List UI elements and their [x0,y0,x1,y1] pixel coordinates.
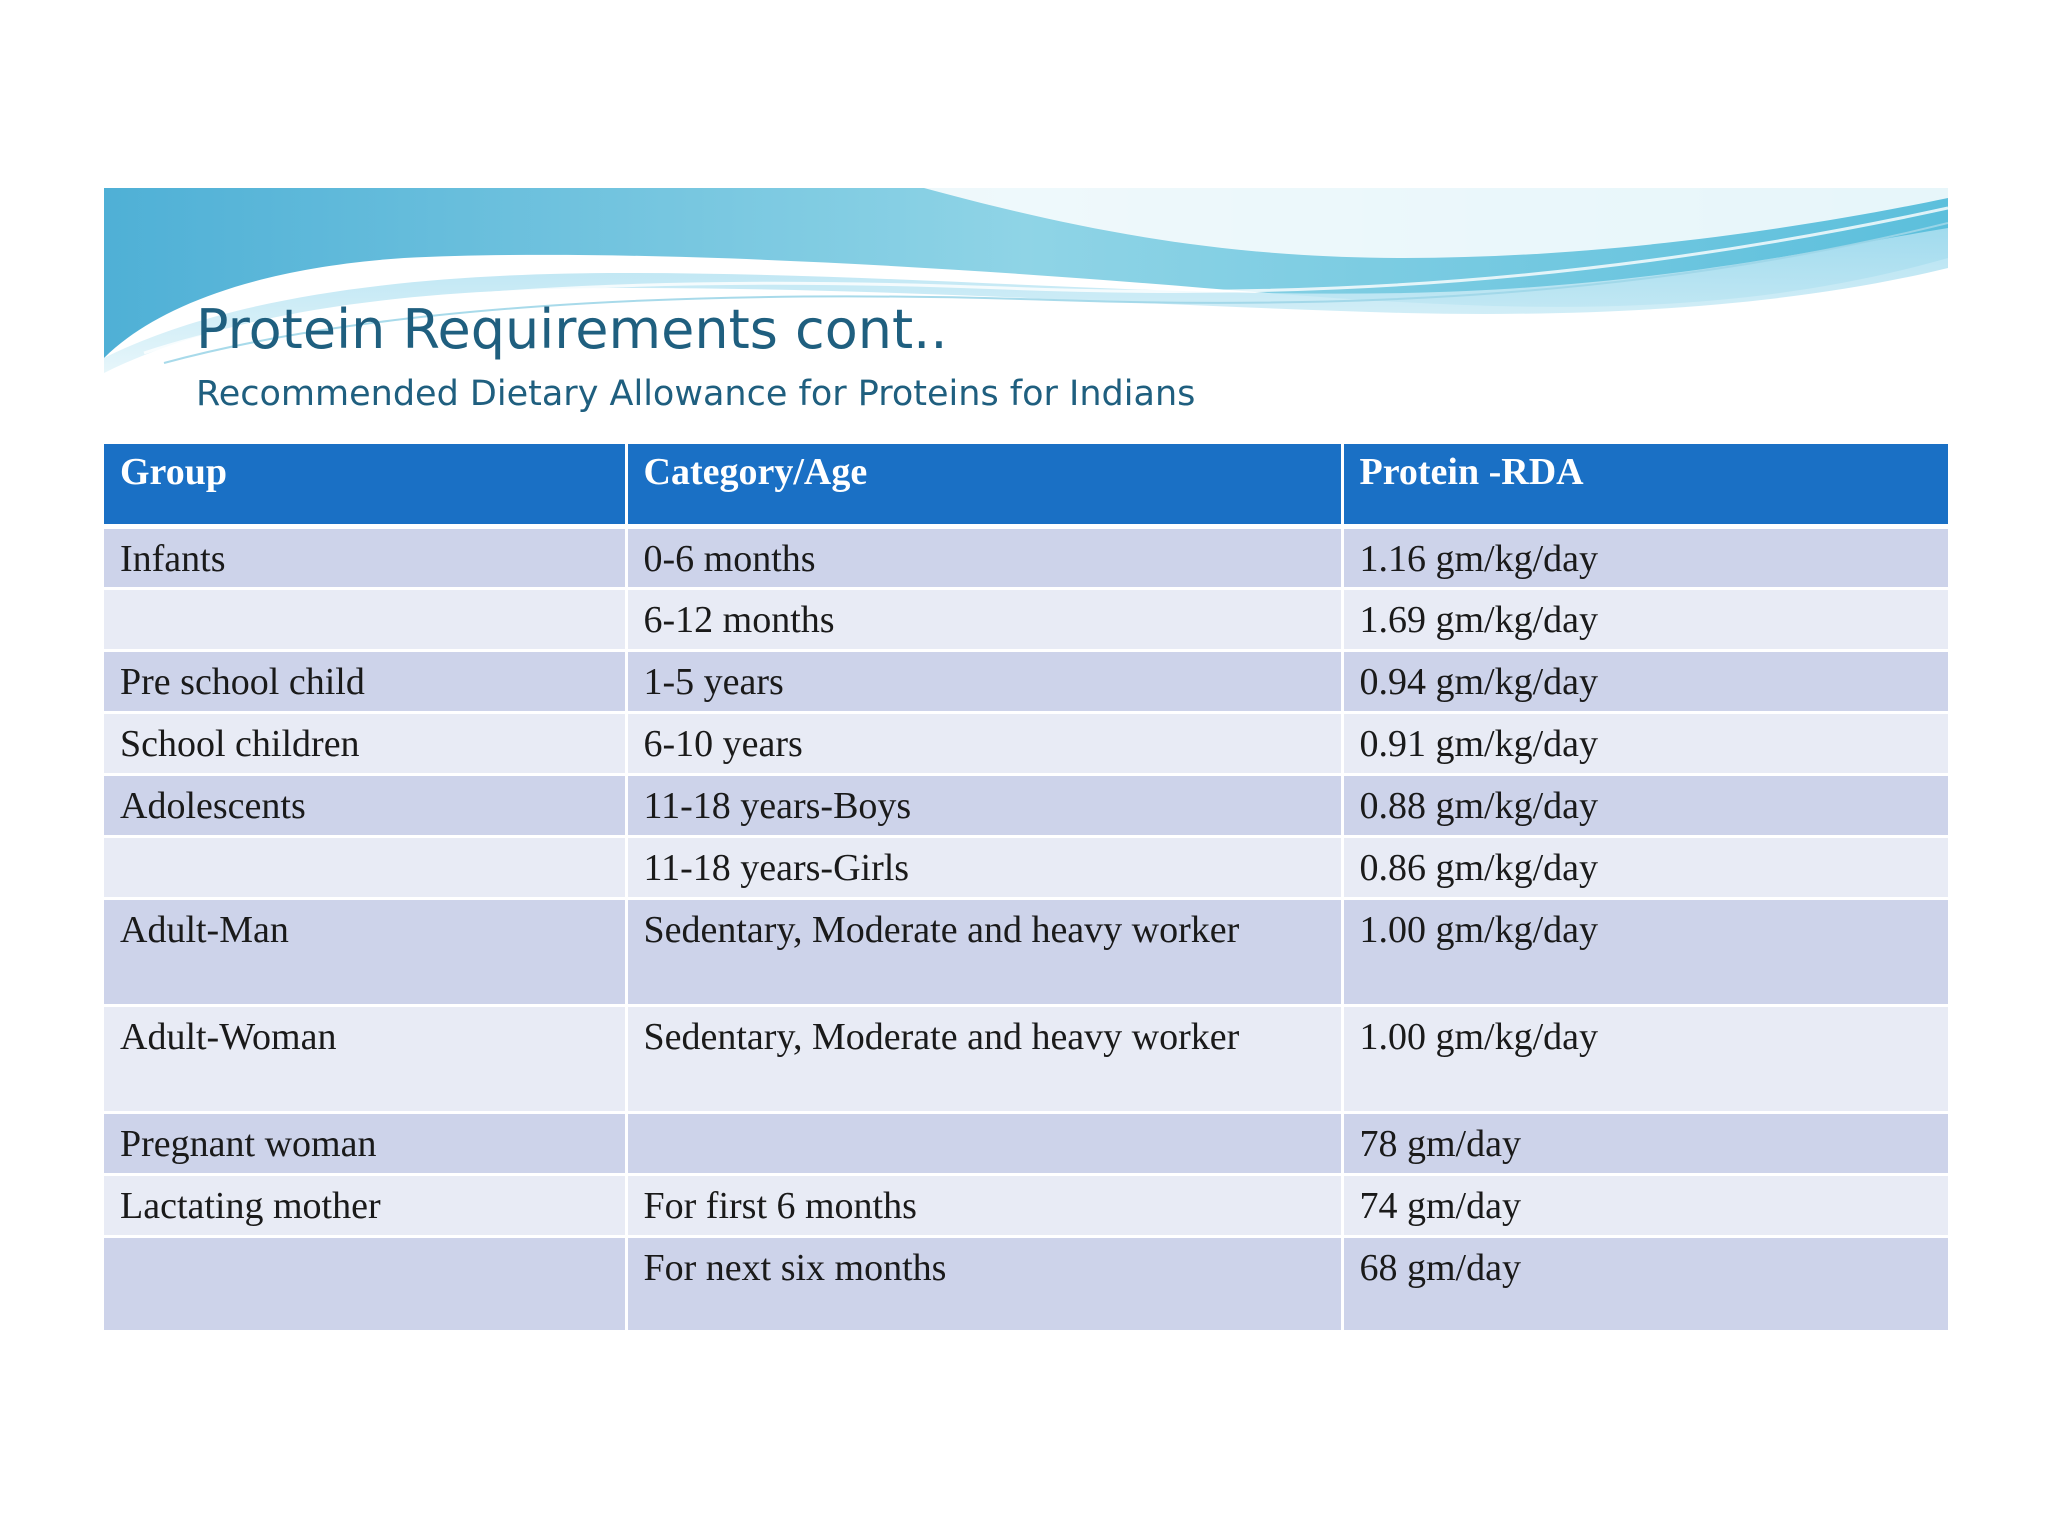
table-row [104,1236,1948,1331]
header-protein-rda: Protein -RDA [1342,444,1948,526]
cell-group [104,588,626,650]
table-row [104,650,1948,712]
table-row [104,1005,1948,1112]
header-category-age: Category/Age [626,444,1342,526]
cell-category: For next six months [626,1236,1342,1331]
cell-group: Adult-Man [104,898,626,1005]
cell-rda: 78 gm/day [1342,1112,1948,1174]
cell-category: 11-18 years-Girls [626,836,1342,898]
cell-rda: 1.00 gm/kg/day [1342,898,1948,1005]
cell-category: Sedentary, Moderate and heavy worker [626,1005,1342,1112]
cell-rda: 1.16 gm/kg/day [1342,526,1948,588]
table-row [104,774,1948,836]
cell-category: 11-18 years-Boys [626,774,1342,836]
cell-group: Infants [104,526,626,588]
cell-group: Pregnant woman [104,1112,626,1174]
table-row [104,836,1948,898]
cell-category: Sedentary, Moderate and heavy worker [626,898,1342,1005]
header-group: Group [104,444,626,526]
cell-group: Adolescents [104,774,626,836]
cell-group: Lactating mother [104,1174,626,1236]
cell-rda: 0.88 gm/kg/day [1342,774,1948,836]
cell-rda: 0.94 gm/kg/day [1342,650,1948,712]
cell-category: 6-12 months [626,588,1342,650]
table-row [104,898,1948,1005]
table-header-row [104,444,1948,526]
rda-table [104,444,1948,1333]
cell-category [626,1112,1342,1174]
cell-rda: 1.69 gm/kg/day [1342,588,1948,650]
table-row [104,712,1948,774]
slide-title: Protein Requirements cont.. [196,298,948,361]
table-row [104,1112,1948,1174]
cell-group [104,836,626,898]
cell-rda: 74 gm/day [1342,1174,1948,1236]
cell-group: School children [104,712,626,774]
cell-category: 1-5 years [626,650,1342,712]
cell-rda: 1.00 gm/kg/day [1342,1005,1948,1112]
cell-group: Pre school child [104,650,626,712]
cell-category: For first 6 months [626,1174,1342,1236]
cell-category: 6-10 years [626,712,1342,774]
cell-rda: 0.91 gm/kg/day [1342,712,1948,774]
cell-rda: 68 gm/day [1342,1236,1948,1331]
slide-subtitle: Recommended Dietary Allowance for Proteins for Indians [196,374,1196,414]
cell-rda: 0.86 gm/kg/day [1342,836,1948,898]
cell-group: Adult-Woman [104,1005,626,1112]
cell-group [104,1236,626,1331]
table-row [104,526,1948,588]
cell-category: 0-6 months [626,526,1342,588]
table-row [104,588,1948,650]
table-row [104,1174,1948,1236]
slide [104,188,1948,1348]
